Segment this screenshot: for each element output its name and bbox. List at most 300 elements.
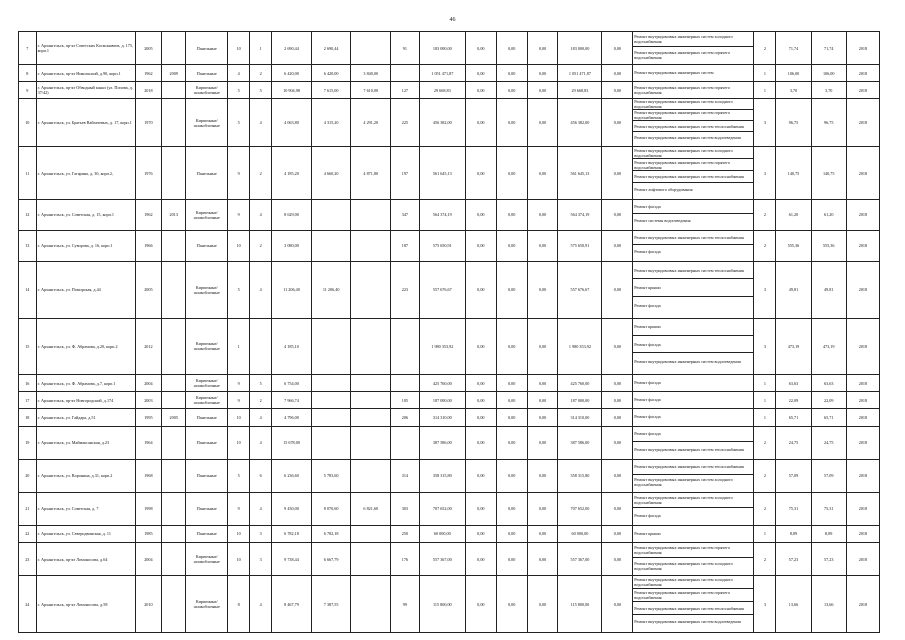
- total-area: 3 080,00: [272, 230, 312, 261]
- living-area: 11 206,40: [311, 261, 351, 318]
- table-row: [19, 525, 880, 542]
- living-area: [311, 230, 351, 261]
- address: г. Архангельск, ул. Братьев Вайгачевых, д. 17, корп.1: [36, 99, 135, 147]
- row-number: 11: [19, 147, 37, 199]
- cost-total: 1 051 471,87: [419, 65, 465, 82]
- year-renovated: [162, 492, 186, 525]
- residents: 314: [391, 459, 420, 492]
- wall-material: Кирпичные/ шлакоблочные: [186, 318, 228, 375]
- cost-fund: 0,00: [465, 525, 496, 542]
- unit-cost: 3,70: [776, 82, 811, 99]
- table-row: [19, 543, 880, 576]
- work-item: Ремонт крыши: [634, 530, 661, 536]
- cost-owners: 557 367,00: [558, 543, 602, 576]
- cost-other: 0,00: [602, 318, 633, 375]
- address: г. Архангельск, пр-кт Обводный канал (ул. Попова, д. 37/42): [36, 82, 135, 99]
- entrances: 4: [250, 492, 272, 525]
- cost-fund: 0,00: [465, 409, 496, 426]
- plan-year: 2018: [846, 459, 879, 492]
- year-renovated: [162, 392, 186, 409]
- floors: 10: [228, 32, 250, 65]
- cost-budget-2: 0,00: [527, 375, 558, 392]
- total-area: 4 796,00: [272, 409, 312, 426]
- work-item: Ремонт внутридомовых инженерных систем холодного водоснабжения: [634, 560, 733, 571]
- works-count: 2: [754, 32, 776, 65]
- work-item: Ремонт внутридомовых инженерных систем горячего водоснабжения: [633, 159, 753, 171]
- works: [633, 99, 754, 147]
- year-built: 1985: [135, 525, 161, 542]
- area-owned: [351, 409, 391, 426]
- plan-year: 2018: [846, 543, 879, 576]
- plan-year: 2018: [846, 492, 879, 525]
- plan-year: 2018: [846, 230, 879, 261]
- residents: 176: [391, 543, 420, 576]
- cost-budget-2: 0,00: [527, 199, 558, 230]
- year-renovated: [162, 543, 186, 576]
- cost-other: 0,00: [602, 426, 633, 459]
- cost-fund: 0,00: [465, 492, 496, 525]
- work-item: Ремонт внутридомовых инженерных систем горячего водоснабжения: [633, 589, 753, 602]
- area-owned: 4 871,80: [351, 147, 391, 199]
- unit-cost: 13,66: [776, 576, 811, 633]
- cost-other: 0,00: [602, 543, 633, 576]
- work-item: Ремонт внутридомовых инженерных систем холодного водоснабжения: [633, 493, 753, 508]
- cost-budget-1: 0,00: [496, 426, 527, 459]
- table-row: [19, 459, 880, 492]
- plan-year: 2018: [846, 576, 879, 633]
- works-count: 1: [754, 525, 776, 542]
- works-count: 3: [754, 261, 776, 318]
- cost-budget-1: 0,00: [496, 543, 527, 576]
- works: [633, 261, 754, 318]
- row-number: 18: [19, 409, 37, 426]
- works-count: 3: [754, 318, 776, 375]
- plan-year: 2018: [846, 409, 879, 426]
- cost-budget-1: 0,00: [496, 318, 527, 375]
- address: г. Архангельск, пр-кт Ломоносова, д.58: [36, 576, 135, 633]
- unit-cost: 49,81: [776, 261, 811, 318]
- year-renovated: [162, 459, 186, 492]
- cost-total: 387 586,00: [419, 426, 465, 459]
- cost-other: 0,00: [602, 492, 633, 525]
- area-owned: 4 291,20: [351, 99, 391, 147]
- living-area: 4 660,20: [311, 147, 351, 199]
- total-area: 11 206,40: [272, 261, 312, 318]
- works: [633, 576, 754, 633]
- plan-year: 2018: [846, 82, 879, 99]
- cost-budget-2: 0,00: [527, 459, 558, 492]
- row-number: 17: [19, 392, 37, 409]
- work-item: Ремонт внутридомовых инженерных систем теплоснабжения: [633, 121, 753, 132]
- cost-owners: 358 315,80: [558, 459, 602, 492]
- works: [633, 426, 754, 459]
- works-count: 2: [754, 459, 776, 492]
- works: [633, 409, 754, 426]
- year-renovated: [162, 375, 186, 392]
- cost-budget-2: 0,00: [527, 409, 558, 426]
- works: [633, 65, 754, 82]
- cost-fund: 0,00: [465, 543, 496, 576]
- table-row: [19, 82, 880, 99]
- cost-budget-1: 0,00: [496, 492, 527, 525]
- cost-owners: 60 000,00: [558, 525, 602, 542]
- cost-owners: 456 382,00: [558, 99, 602, 147]
- cost-budget-2: 0,00: [527, 32, 558, 65]
- work-item: Ремонт фасада: [634, 302, 661, 308]
- cost-fund: 0,00: [465, 147, 496, 199]
- cost-total: 115 800,00: [419, 576, 465, 633]
- cost-budget-1: 0,00: [496, 82, 527, 99]
- max-unit-cost: 555,36: [811, 230, 846, 261]
- works: [633, 230, 754, 261]
- unit-cost: 96,75: [776, 99, 811, 147]
- works: [633, 459, 754, 492]
- works-count: 1: [754, 65, 776, 82]
- floors: 10: [228, 230, 250, 261]
- cost-budget-1: 0,00: [496, 99, 527, 147]
- cost-budget-2: 0,00: [527, 99, 558, 147]
- row-number: 10: [19, 99, 37, 147]
- cost-budget-1: 0,00: [496, 261, 527, 318]
- cost-other: 0,00: [602, 261, 633, 318]
- max-unit-cost: 473,19: [811, 318, 846, 375]
- area-owned: [351, 459, 391, 492]
- work-item: Ремонт внутридомовых инженерных систем водоотведения: [634, 359, 741, 365]
- wall-material: Панельные: [186, 525, 228, 542]
- table-row: [19, 492, 880, 525]
- unit-cost: 71,74: [776, 32, 811, 65]
- cost-budget-2: 0,00: [527, 492, 558, 525]
- floors: 5: [228, 82, 250, 99]
- floors: 9: [228, 375, 250, 392]
- work-item: Ремонт внутридомовых инженерных систем холодного водоснабжения: [633, 32, 753, 47]
- work-item: Ремонт фасада: [634, 249, 661, 255]
- residents: 206: [391, 409, 420, 426]
- living-area: 2 690,44: [311, 32, 351, 65]
- year-renovated: 2005: [162, 409, 186, 426]
- work-item: Ремонт фасада: [634, 414, 661, 420]
- works: [633, 318, 754, 375]
- floors: 5: [228, 261, 250, 318]
- entrances: 5: [250, 375, 272, 392]
- housing-repair-table: [18, 31, 880, 633]
- residents: 91: [391, 32, 420, 65]
- living-area: 6 782,18: [311, 525, 351, 542]
- year-built: 1966: [135, 230, 161, 261]
- area-owned: 6 821,60: [351, 492, 391, 525]
- address: г. Архангельск, ул. Гайдара, д.51: [36, 409, 135, 426]
- year-renovated: [162, 318, 186, 375]
- living-area: [311, 199, 351, 230]
- row-number: 13: [19, 230, 37, 261]
- area-owned: [351, 318, 391, 375]
- cost-total: 60 000,00: [419, 525, 465, 542]
- cost-budget-2: 0,00: [527, 525, 558, 542]
- cost-total: 557 676,67: [419, 261, 465, 318]
- unit-cost: 57,09: [776, 459, 811, 492]
- area-owned: [351, 230, 391, 261]
- cost-budget-2: 0,00: [527, 318, 558, 375]
- entrances: 6: [250, 459, 272, 492]
- work-item: Ремонт внутридомовых инженерных систем холодного водоснабжения: [633, 147, 753, 159]
- residents: [391, 318, 420, 375]
- cost-other: 0,00: [602, 99, 633, 147]
- cost-fund: 0,00: [465, 230, 496, 261]
- cost-owners: 387 586,00: [558, 426, 602, 459]
- area-owned: [351, 199, 391, 230]
- floors: 5: [228, 99, 250, 147]
- work-item: Ремонт фасада: [634, 380, 661, 386]
- cost-budget-1: 0,00: [496, 525, 527, 542]
- living-area: [311, 392, 351, 409]
- total-area: 4 185,20: [272, 147, 312, 199]
- plan-year: 2018: [846, 318, 879, 375]
- living-area: [311, 375, 351, 392]
- table-row: [19, 99, 880, 147]
- works-count: 2: [754, 199, 776, 230]
- cost-owners: 575 650,91: [558, 230, 602, 261]
- max-unit-cost: 96,75: [811, 99, 846, 147]
- entrances: 3: [250, 525, 272, 542]
- works-count: 3: [754, 99, 776, 147]
- page-number: 46: [449, 17, 456, 23]
- year-renovated: [162, 426, 186, 459]
- cost-fund: 0,00: [465, 199, 496, 230]
- residents: 187: [391, 230, 420, 261]
- total-area: 4 185,10: [272, 318, 312, 375]
- entrances: 2: [250, 230, 272, 261]
- address: г. Архангельск, пр-кт Никольский, д.90, корп.1: [36, 65, 135, 82]
- floors: 9: [228, 392, 250, 409]
- unit-cost: 61,20: [776, 199, 811, 230]
- year-built: 2005: [135, 32, 161, 65]
- works-count: 2: [754, 492, 776, 525]
- total-area: 4 063,80: [272, 99, 312, 147]
- works-count: 1: [754, 392, 776, 409]
- residents: [391, 375, 420, 392]
- works: [633, 543, 754, 576]
- living-area: [311, 409, 351, 426]
- address: г. Архангельск, ул. Суворова, д. 16, корп.1: [36, 230, 135, 261]
- residents: 225: [391, 99, 420, 147]
- row-number: 20: [19, 459, 37, 492]
- entrances: 3: [250, 543, 272, 576]
- cost-total: 456 382,00: [419, 99, 465, 147]
- entrances: 4: [250, 409, 272, 426]
- works: [633, 492, 754, 525]
- max-unit-cost: 106,00: [811, 65, 846, 82]
- row-number: 23: [19, 543, 37, 576]
- cost-owners: 1 051 471,87: [558, 65, 602, 82]
- year-renovated: [162, 99, 186, 147]
- total-area: 6 754,00: [272, 375, 312, 392]
- wall-material: Кирпичные/ шлакоблочные: [186, 261, 228, 318]
- total-area: 9 738,44: [272, 543, 312, 576]
- plan-year: 2018: [846, 392, 879, 409]
- cost-other: 0,00: [602, 576, 633, 633]
- floors: 8: [228, 576, 250, 633]
- work-item: Ремонт внутридомовых инженерных систем горячего водоснабжения: [633, 110, 753, 121]
- area-owned: [351, 525, 391, 542]
- row-number: 16: [19, 375, 37, 392]
- cost-budget-1: 0,00: [496, 147, 527, 199]
- floors: 10: [228, 543, 250, 576]
- cost-total: 358 315,80: [419, 459, 465, 492]
- plan-year: 2018: [846, 65, 879, 82]
- area-owned: [351, 392, 391, 409]
- residents: 197: [391, 147, 420, 199]
- unit-cost: 63,63: [776, 375, 811, 392]
- wall-material: Кирпичные/ шлакоблочные: [186, 576, 228, 633]
- row-number: 15: [19, 318, 37, 375]
- row-number: 24: [19, 576, 37, 633]
- residents: 99: [391, 576, 420, 633]
- works-count: 3: [754, 576, 776, 633]
- cost-budget-2: 0,00: [527, 426, 558, 459]
- table-row: [19, 392, 880, 409]
- cost-owners: 707 652,00: [558, 492, 602, 525]
- area-owned: [351, 576, 391, 633]
- row-number: 14: [19, 261, 37, 318]
- floors: 9: [228, 199, 250, 230]
- cost-fund: 0,00: [465, 261, 496, 318]
- cost-fund: 0,00: [465, 576, 496, 633]
- max-unit-cost: 22,09: [811, 392, 846, 409]
- area-owned: [351, 261, 391, 318]
- cost-budget-2: 0,00: [527, 576, 558, 633]
- living-area: 7 387,55: [311, 576, 351, 633]
- cost-budget-1: 0,00: [496, 65, 527, 82]
- cost-other: 0,00: [602, 147, 633, 199]
- address: г. Архангельск, ул. Поморская, д.44: [36, 261, 135, 318]
- year-renovated: [162, 147, 186, 199]
- cost-total: 29 668,83: [419, 82, 465, 99]
- wall-material: Панельные: [186, 147, 228, 199]
- cost-fund: 0,00: [465, 426, 496, 459]
- total-area: 2 690,44: [272, 32, 312, 65]
- year-built: 1976: [135, 147, 161, 199]
- work-item: Ремонт системы водоотведения: [634, 218, 691, 224]
- row-number: 9: [19, 82, 37, 99]
- cost-owners: 314 310,00: [558, 409, 602, 426]
- entrances: 2: [250, 392, 272, 409]
- max-unit-cost: 3,70: [811, 82, 846, 99]
- floors: 9: [228, 492, 250, 525]
- living-area: [311, 318, 351, 375]
- cost-owners: 564 374,19: [558, 199, 602, 230]
- living-area: 8 070,60: [311, 492, 351, 525]
- year-built: 2018: [135, 82, 161, 99]
- work-item: Ремонт внутридомовых инженерных систем водоотведения: [634, 135, 741, 141]
- year-built: 2010: [135, 576, 161, 633]
- unit-cost: 555,36: [776, 230, 811, 261]
- address: г. Архангельск, ул. Ф. Абрамова, д.7, корп.1: [36, 375, 135, 392]
- living-area: [311, 426, 351, 459]
- work-item: Ремонт внутридомовых инженерных систем водоотведения: [634, 619, 741, 625]
- residents: 303: [391, 492, 420, 525]
- living-area: 7 615,00: [311, 82, 351, 99]
- works: [633, 32, 754, 65]
- work-item: Ремонт фасада: [633, 200, 753, 214]
- total-area: 10 904,98: [272, 82, 312, 99]
- address: г. Архангельск, пр-кт Ломоносова, д.64: [36, 543, 135, 576]
- work-item: Ремонт внутридомовых инженерных систем: [634, 70, 714, 76]
- cost-fund: 0,00: [465, 32, 496, 65]
- cost-total: 425 760,00: [419, 375, 465, 392]
- floors: 10: [228, 525, 250, 542]
- works: [633, 525, 754, 542]
- cost-total: 564 374,19: [419, 199, 465, 230]
- wall-material: Панельные: [186, 426, 228, 459]
- max-unit-cost: 49,81: [811, 261, 846, 318]
- area-owned: [351, 543, 391, 576]
- entrances: 4: [250, 99, 272, 147]
- max-unit-cost: 57,23: [811, 543, 846, 576]
- plan-year: 2018: [846, 199, 879, 230]
- work-item: Ремонт внутридомовых инженерных систем теплоснабжения: [634, 446, 744, 452]
- floors: 10: [228, 426, 250, 459]
- address: г. Архангельск, пр-кт Советских Космонавтов, д. 175, корп.1: [36, 32, 135, 65]
- cost-owners: 183 000,00: [558, 32, 602, 65]
- cost-fund: 0,00: [465, 375, 496, 392]
- total-area: 6 420,00: [272, 65, 312, 82]
- residents: [391, 65, 420, 82]
- cost-owners: 557 676,67: [558, 261, 602, 318]
- unit-cost: 22,09: [776, 392, 811, 409]
- cost-other: 0,00: [602, 525, 633, 542]
- living-area: 4 315,20: [311, 99, 351, 147]
- cost-budget-1: 0,00: [496, 576, 527, 633]
- wall-material: Панельные: [186, 492, 228, 525]
- work-item: Ремонт внутридомовых инженерных систем теплоснабжения: [633, 171, 753, 183]
- row-number: 19: [19, 426, 37, 459]
- cost-budget-2: 0,00: [527, 392, 558, 409]
- work-item: Ремонт внутридомовых инженерных систем теплоснабжения: [633, 262, 753, 279]
- wall-material: Кирпичные/ шлакоблочные: [186, 199, 228, 230]
- entrances: 4: [250, 426, 272, 459]
- total-area: 6 236,60: [272, 459, 312, 492]
- cost-owners: 425 760,00: [558, 375, 602, 392]
- year-built: 1968: [135, 459, 161, 492]
- living-area: 5 783,60: [311, 459, 351, 492]
- unit-cost: 24,75: [776, 426, 811, 459]
- plan-year: 2018: [846, 426, 879, 459]
- wall-material: Панельные: [186, 32, 228, 65]
- address: г. Архангельск, ул. Северодвинская, д. 11: [36, 525, 135, 542]
- cost-owners: 1 980 353,92: [558, 318, 602, 375]
- table-row: [19, 261, 880, 318]
- entrances: 2: [250, 65, 272, 82]
- address: г. Архангельск, ул. Гагарина, д. 30, корп.2,: [36, 147, 135, 199]
- year-renovated: [162, 32, 186, 65]
- table-row: [19, 426, 880, 459]
- residents: 105: [391, 392, 420, 409]
- plan-year: 2018: [846, 32, 879, 65]
- residents: 223: [391, 261, 420, 318]
- cost-fund: 0,00: [465, 99, 496, 147]
- cost-other: 0,00: [602, 65, 633, 82]
- works: [633, 392, 754, 409]
- wall-material: Кирпичные/ шлакоблочные: [186, 543, 228, 576]
- work-item: Ремонт крыши: [633, 279, 753, 296]
- cost-other: 0,00: [602, 392, 633, 409]
- area-owned: [351, 375, 391, 392]
- work-item: Ремонт лифтового оборудования: [634, 186, 693, 192]
- row-number: 7: [19, 32, 37, 65]
- year-renovated: 2013: [162, 199, 186, 230]
- work-item: Ремонт внутридомовых инженерных систем горячего водоснабжения: [634, 84, 730, 95]
- cost-total: 557 367,00: [419, 543, 465, 576]
